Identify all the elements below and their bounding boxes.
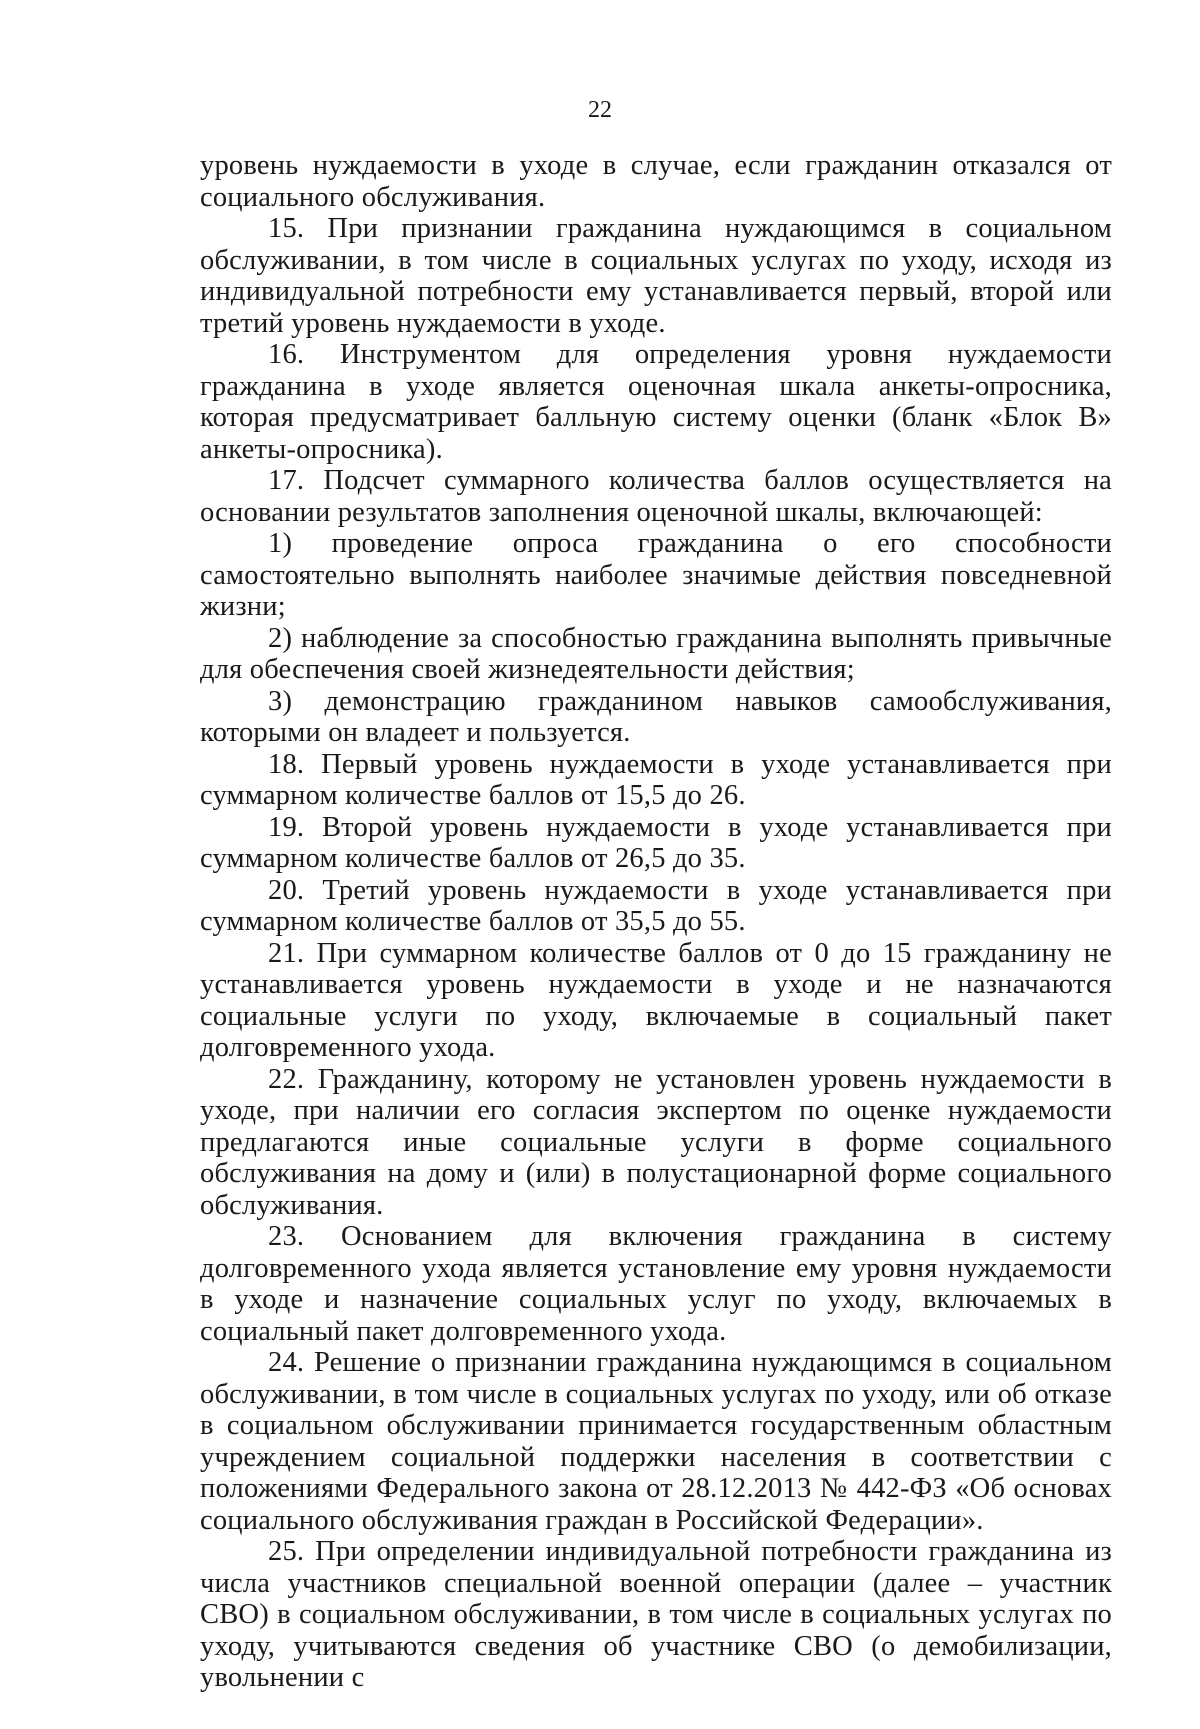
paragraph-23: 23. Основанием для включения гражданина в систему долговременного ухода является установление ему уровня нуждаемости в уходе и назначение социальных услуг по уходу, включаемых в социальный пакет долговременного ухода. — [200, 1221, 1112, 1347]
paragraph-21: 21. При суммарном количестве баллов от 0 до 15 гражданину не устанавливается уровень нуждаемости в уходе и не назначаются социальные услуги по уходу, включаемые в социальный пакет долговременного ухода. — [200, 937, 1112, 1063]
paragraph-25: 25. При определении индивидуальной потребности гражданина из числа участников специальной военной операции (далее – участник СВО) в социальном обслуживании, в том числе в социальных услугах по уходу, учитываются сведения об участнике СВО (о демобилизации, увольнении с — [200, 1536, 1112, 1693]
paragraph-22: 22. Гражданину, которому не установлен уровень нуждаемости в уходе, при наличии его согласия экспертом по оценке нуждаемости предлагаются иные социальные услуги в форме социального обслуживания на дому и (или) в полустационарной форме социального обслуживания. — [200, 1063, 1112, 1221]
paragraph-15: 15. При признании гражданина нуждающимся в социальном обслуживании, в том числе в социальных услугах по уходу, исходя из индивидуальной потребности ему устанавливается первый, второй или третий уровень нуждаемости в уходе. — [200, 213, 1112, 339]
paragraph-20: 20. Третий уровень нуждаемости в уходе устанавливается при суммарном количестве баллов от 35,5 до 55. — [200, 874, 1112, 937]
paragraph-18: 18. Первый уровень нуждаемости в уходе устанавливается при суммарном количестве баллов от 15,5 до 26. — [200, 748, 1112, 811]
paragraph-17: 17. Подсчет суммарного количества баллов осуществляется на основании результатов заполнения оценочной шкалы, включающей: — [200, 465, 1112, 528]
paragraph-17-item-2: 2) наблюдение за способностью гражданина выполнять привычные для обеспечения своей жизнедеятельности действия; — [200, 622, 1112, 685]
document-body — [200, 150, 1112, 1694]
paragraph-17-item-3: 3) демонстрацию гражданином навыков самообслуживания, которыми он владеет и пользуется. — [200, 685, 1112, 748]
page-number: 22 — [588, 97, 612, 123]
paragraph-19: 19. Второй уровень нуждаемости в уходе устанавливается при суммарном количестве баллов от 26,5 до 35. — [200, 811, 1112, 874]
paragraph-16: 16. Инструментом для определения уровня нуждаемости гражданина в уходе является оценочная шкала анкеты-опросника, которая предусматривает балльную систему оценки (бланк «Блок В» анкеты-опросника). — [200, 339, 1112, 465]
paragraph-17-item-1: 1) проведение опроса гражданина о его способности самостоятельно выполнять наиболее значимые действия повседневной жизни; — [200, 528, 1112, 622]
paragraph-24: 24. Решение о признании гражданина нуждающимся в социальном обслуживании, в том числе в социальных услугах по уходу, или об отказе в социальном обслуживании принимается государственным областным учреждением социальной поддержки населения в соответствии с положениями Федерального закона от 28.12.2013 № 442-ФЗ «Об основах социального обслуживания граждан в Российской Федерации». — [200, 1347, 1112, 1536]
paragraph-continuation: уровень нуждаемости в уходе в случае, если гражданин отказался от социального обслуживания. — [200, 150, 1112, 213]
